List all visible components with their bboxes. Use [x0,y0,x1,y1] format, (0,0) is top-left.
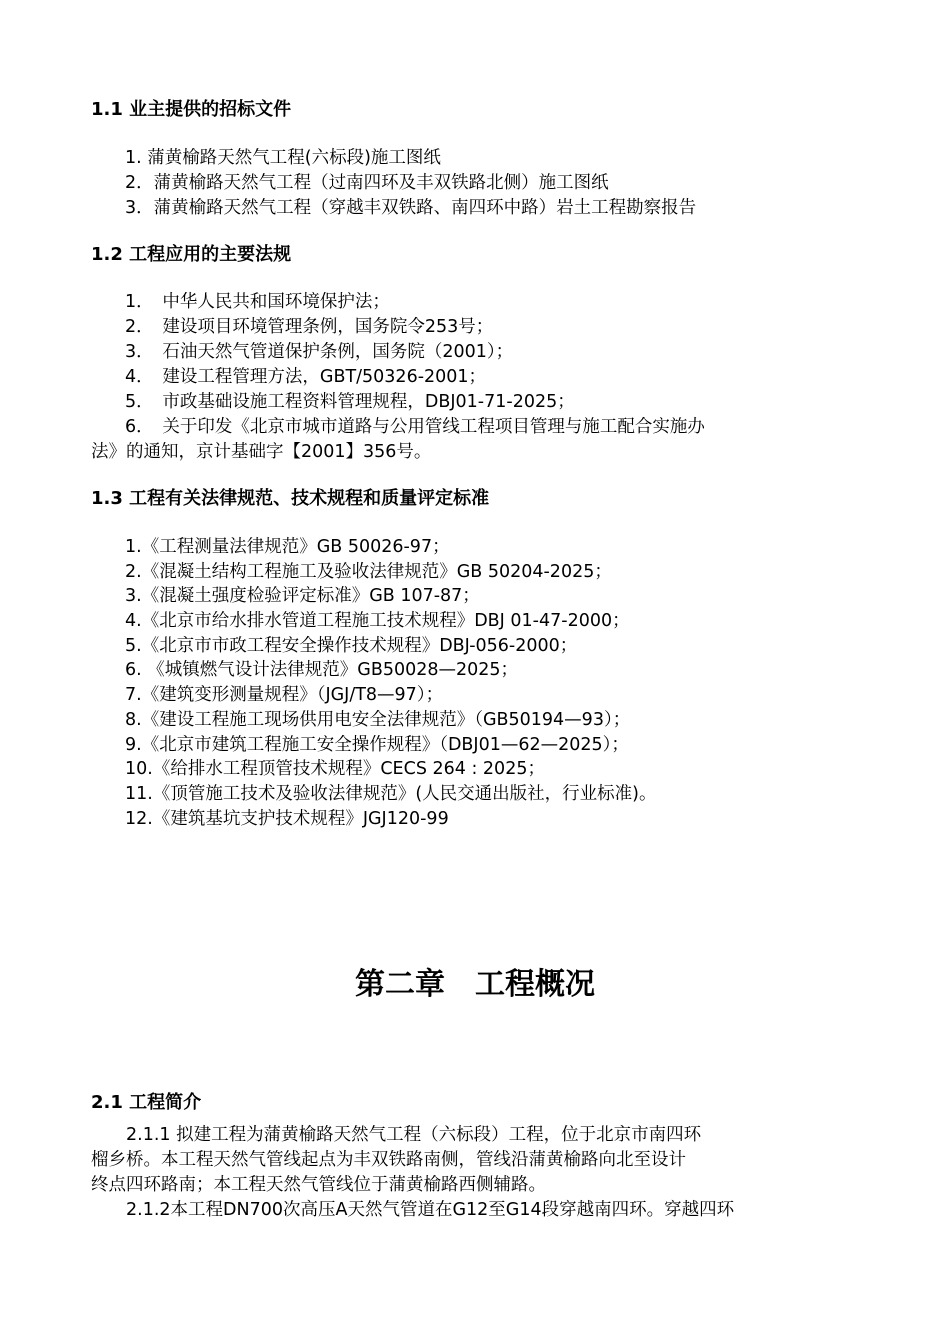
paragraph-line: 2.1.1 拟建工程为蒲黄榆路天然气工程（六标段）工程，位于北京市南四环 [91,1125,702,1145]
list-item: 10.《给排水工程顶管技术规程》CECS 264 : 2025； [125,759,545,780]
list-item: 1． 中华人民共和国环境保护法； [125,292,390,312]
list-item: 4． 建设工程管理方法，GBT/50326-2001； [125,367,487,387]
list-item: 9.《北京市建筑工程施工安全操作规程》（DBJ01—62—2025）； [125,734,629,755]
section-1-3-list [125,535,656,831]
list-item: 11.《顶管施工技术及验收法律规范》(人民交通出版社，行业标准)。 [125,783,657,804]
list-item: 5.《北京市市政工程安全操作技术规程》DBJ-056-2000； [125,635,578,656]
section-2-1-body [91,1123,861,1223]
list-item: 1.《工程测量法律规范》GB 50026-97； [125,537,450,557]
list-item: 3．蒲黄榆路天然气工程（穿越丰双铁路、南四环中路）岩土工程勘察报告 [125,198,697,218]
paragraph-line: 终点四环路南；本工程天然气管线位于蒲黄榆路西侧辅路。 [91,1175,546,1195]
chapter-title: 第二章 工程概况 [355,967,595,1002]
paragraph-line: 2.1.2本工程DN700次高压A天然气管道在G12至G14段穿越南四环。穿越四环 [91,1200,735,1220]
section-1-2-title: 1.2 工程应用的主要法规 [91,244,292,265]
section-1-1-list [125,146,696,221]
section-2-1-title: 2.1 工程简介 [91,1092,202,1113]
list-item: 7.《建筑变形测量规程》（JGJ/T8—97）； [125,685,444,706]
list-item: 12.《建筑基坑支护技术规程》JGJ120-99 [125,808,449,829]
list-item: 2． 建设项目环境管理条例，国务院令253号； [125,317,494,337]
section-1-1-title: 1.1 业主提供的招标文件 [91,99,292,120]
list-item: 2．蒲黄榆路天然气工程（过南四环及丰双铁路北侧）施工图纸 [125,173,609,193]
section-1-3-title: 1.3 工程有关法律规范、技术规程和质量评定标准 [91,488,490,509]
list-item: 5． 市政基础设施工程资料管理规程，DBJ01-71-2025； [125,392,575,412]
list-item: 3.《混凝土强度检验评定标准》GB 107-87； [125,586,480,607]
list-item: 2.《混凝土结构工程施工及验收法律规范》GB 50204-2025； [125,561,612,582]
list-item: 1. 蒲黄榆路天然气工程(六标段)施工图纸 [125,148,441,168]
list-item: 6． 关于印发《北京市城市道路与公用管线工程项目管理与施工配合实施办 [125,417,705,437]
list-item: 3． 石油天然气管道保护条例，国务院（2001）； [125,342,514,362]
list-item: 4.《北京市给水排水管道工程施工技术规程》DBJ 01-47-2000； [125,611,630,632]
section-1-2-list [125,290,705,440]
section-1-2-item6-continuation: 法》的通知，京计基础字【2001】356号。 [91,442,432,462]
list-item: 6. 《城镇燃气设计法律规范》GB50028—2025； [125,660,519,681]
list-item: 8.《建设工程施工现场供用电安全法律规范》（GB50194—93）； [125,709,631,730]
paragraph-line: 榴乡桥。本工程天然气管线起点为丰双铁路南侧，管线沿蒲黄榆路向北至设计 [91,1150,686,1170]
